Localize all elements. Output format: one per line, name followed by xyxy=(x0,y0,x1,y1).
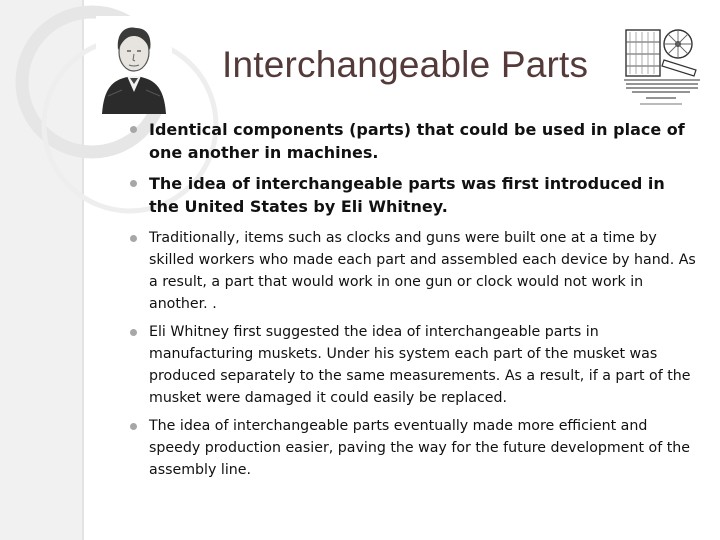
bullet-icon xyxy=(130,235,137,242)
bullet-item xyxy=(130,227,700,315)
cotton-gin-illustration xyxy=(616,20,706,108)
eli-whitney-portrait xyxy=(96,16,172,114)
bullet-item xyxy=(130,321,700,409)
bullet-icon xyxy=(130,423,137,430)
bullet-icon xyxy=(130,126,137,133)
slide-title: Interchangeable Parts xyxy=(222,44,589,85)
bullet-text: Traditionally, items such as clocks and guns were built one at a time by skilled workers who made each part and assembled each device by hand. As a result, a part that would work in one gun or clock would not work in another. . xyxy=(149,230,696,312)
bullet-text: The idea of interchangeable parts eventually made more efficient and speedy production easier, paving the way for the future development of the assembly line. xyxy=(149,418,691,478)
bullet-icon xyxy=(130,180,137,187)
bullet-text: Identical components (parts) that could be used in place of one another in machines. xyxy=(149,120,685,162)
bullet-item xyxy=(130,172,700,218)
bullet-text: Eli Whitney first suggested the idea of interchangeable parts in manufacturing muskets. Under his system each part of the musket was produced separately to the same measurements. As a result, if a part of the musket were damaged it could easily be replaced. xyxy=(149,324,691,406)
bullet-item xyxy=(130,118,700,164)
bullet-icon xyxy=(130,329,137,336)
bullet-item xyxy=(130,415,700,481)
bullet-list xyxy=(130,118,700,487)
bullet-text: The idea of interchangeable parts was first introduced in the United States by Eli Whitney. xyxy=(149,174,665,216)
